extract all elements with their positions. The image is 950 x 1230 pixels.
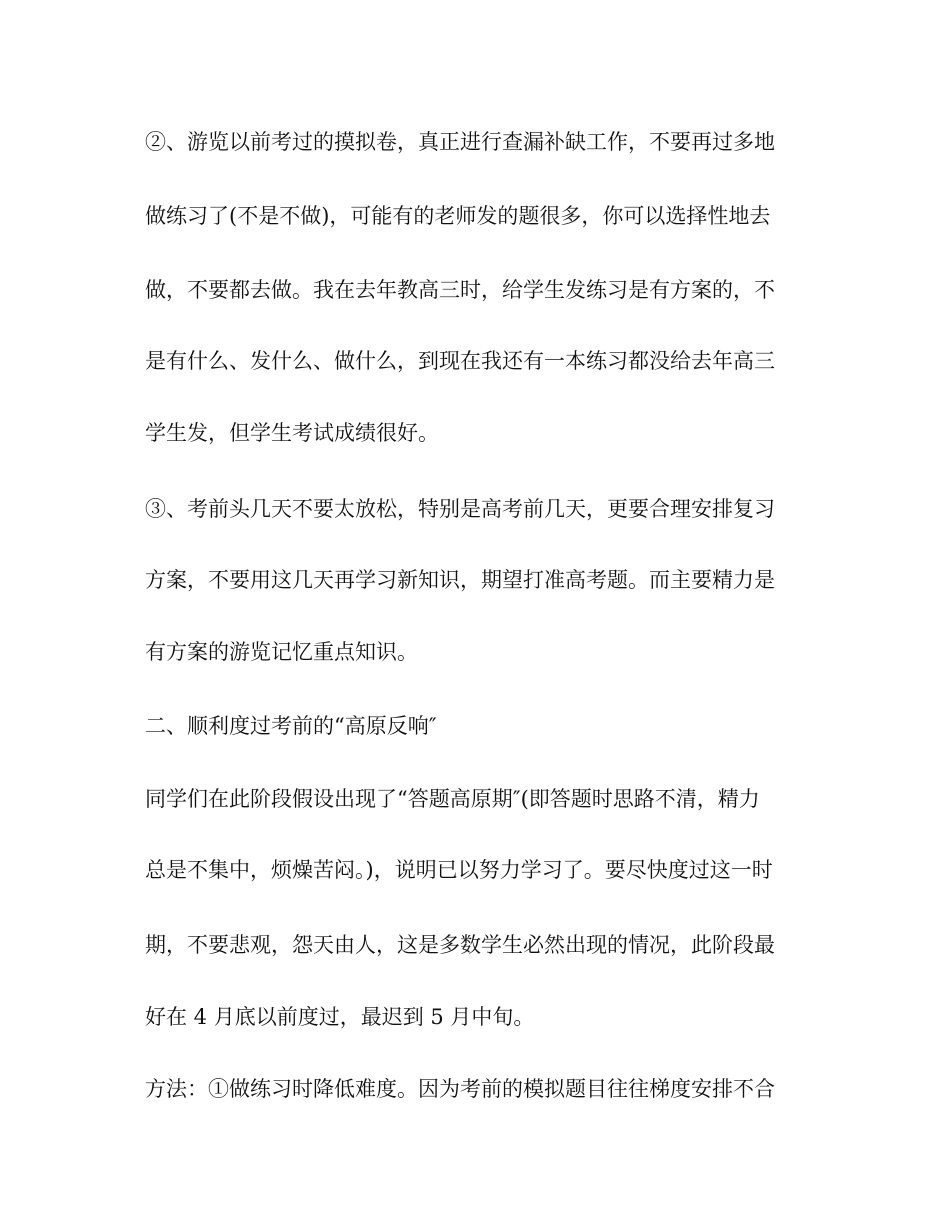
text-line: 总是不集中，烦燥苦闷。)，说明已以努力学习了。要尽快度过这一时 (145, 858, 773, 882)
text-line: 好在 4 月底以前度过，最迟到 5 月中旬。 (145, 1005, 535, 1029)
text-line: 同学们在此阶段假设出现了“答题高原期″(即答题时思路不清，精力 (145, 787, 760, 811)
text-line: ②、游览以前考过的摸拟卷，真正进行查漏补缺工作，不要再过多地 (145, 130, 775, 154)
text-line: 做练习了(不是不做)，可能有的老师发的题很多，你可以选择性地去 (145, 204, 771, 228)
text-line: 学生发，但学生考试成绩很好。 (145, 421, 439, 445)
text-line: 期，不要悲观，怨天由人，这是多数学生必然出现的情况，此阶段最 (145, 933, 775, 957)
section-heading: 二、顺利度过考前的“高原反响″ (145, 714, 437, 738)
text-line: 方案，不要用这几天再学习新知识，期望打准高考题。而主要精力是 (145, 568, 775, 592)
text-line: 做，不要都去做。我在去年教高三时，给学生发练习是有方案的，不 (145, 278, 775, 302)
text-line: 是有什么、发什么、做什么，到现在我还有一本练习都没给去年高三 (145, 349, 775, 373)
text-line: 方法：①做练习时降低难度。因为考前的模拟题目往往梯度安排不合 (145, 1077, 775, 1101)
text-line: ③、考前头几天不要太放松，特别是高考前几天，更要合理安排复习 (145, 497, 775, 521)
text-line: 有方案的游览记忆重点知识。 (145, 640, 418, 664)
